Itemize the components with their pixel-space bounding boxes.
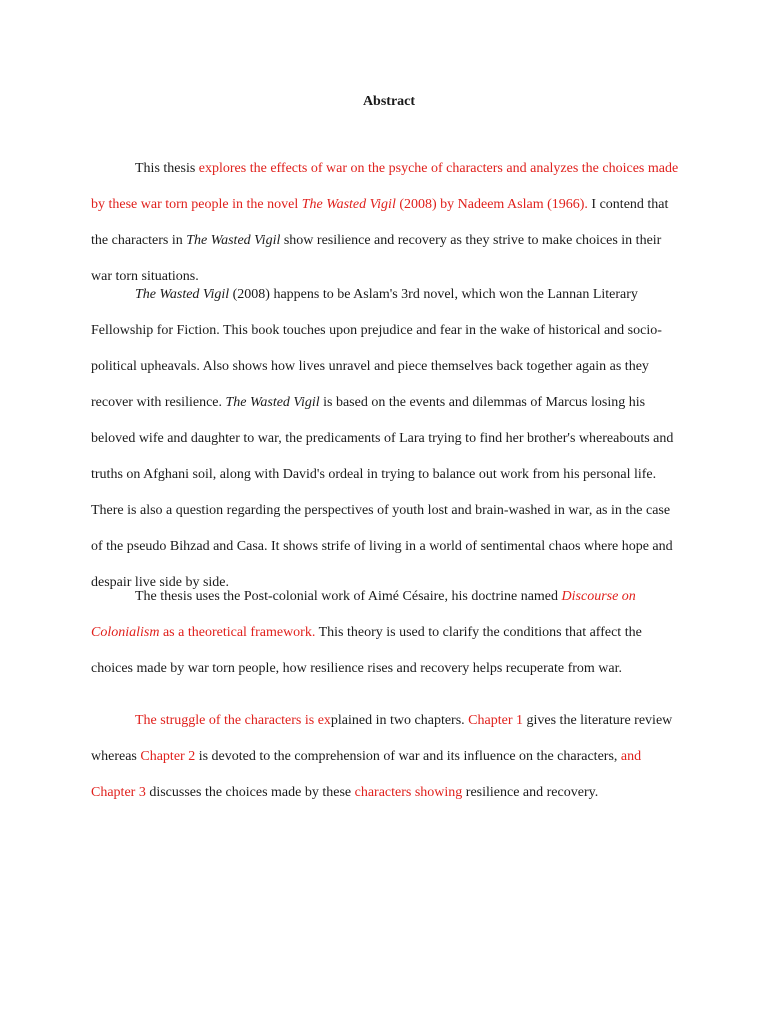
text-run: This theory is used to clarify the conditions that affect the choices made by war torn people, how resilience rises and recovery helps recuperate from war. [91, 625, 642, 676]
paragraph-1 [91, 151, 681, 295]
text-run: The struggle of the characters is ex [135, 713, 331, 728]
text-run: discusses the choices made by these [145, 785, 355, 800]
text-run: Chapter 2 [140, 749, 196, 764]
text-run: gives the literature review whereas [91, 713, 673, 764]
text-run: (2008) happens to be Aslam's 3rd novel, which won the Lannan Literary Fellowship for Fiction. This book touches upon prejudice and fear in the wake of historical and socio-political upheavals. Also shows how lives unravel and piece themselves back together again as they recover with resilience. [91, 287, 662, 410]
text-run: is based on the events and dilemmas of Marcus losing his beloved wife and daughter to war, the predicaments of Lara trying to find her brother's whereabouts and truths on Afghani soil, along with David's ordeal in trying to balance out work from his personal life. There is also a question regarding the perspectives of youth lost and brain-washed in war, as in the case of the pseudo Bihzad and Casa. It shows strife of living in a world of sentimental chaos where hope and despair live side by side. [91, 395, 674, 590]
text-run: resilience and recovery. [462, 785, 599, 800]
text-run: plained in two chapters. [330, 713, 469, 728]
text-run: I contend that the characters in [91, 197, 669, 248]
text-run: Chapter 1 [468, 713, 523, 728]
text-run: The Wasted Vigil [225, 395, 320, 410]
text-run: (2008) by Nadeem Aslam (1966). [395, 197, 588, 212]
text-run: as a theoretical framework. [159, 625, 316, 640]
text-run: The Wasted Vigil [135, 287, 230, 302]
text-run: is devoted to the comprehension of war and its influence on the characters, [195, 749, 621, 764]
abstract-heading: Abstract [362, 94, 416, 109]
paragraph-3 [91, 579, 681, 687]
text-run: show resilience and recovery as they strive to make choices in their war torn situations. [91, 233, 662, 284]
text-run: Discourse on Colonialism [91, 589, 636, 640]
text-run: The Wasted Vigil [186, 233, 281, 248]
paragraph-4 [91, 703, 681, 811]
text-run: characters showing [354, 785, 463, 800]
paragraph-2 [91, 277, 681, 601]
text-run: The Wasted Vigil [301, 197, 396, 212]
text-run: and Chapter 3 [91, 749, 642, 800]
text-run: explores the effects of war on the psyche of characters and analyzes the choices made by these war torn people in the novel [91, 161, 679, 212]
text-run: This thesis [135, 161, 199, 176]
text-run: The thesis uses the Post-colonial work of Aimé Césaire, his doctrine named [135, 589, 562, 604]
